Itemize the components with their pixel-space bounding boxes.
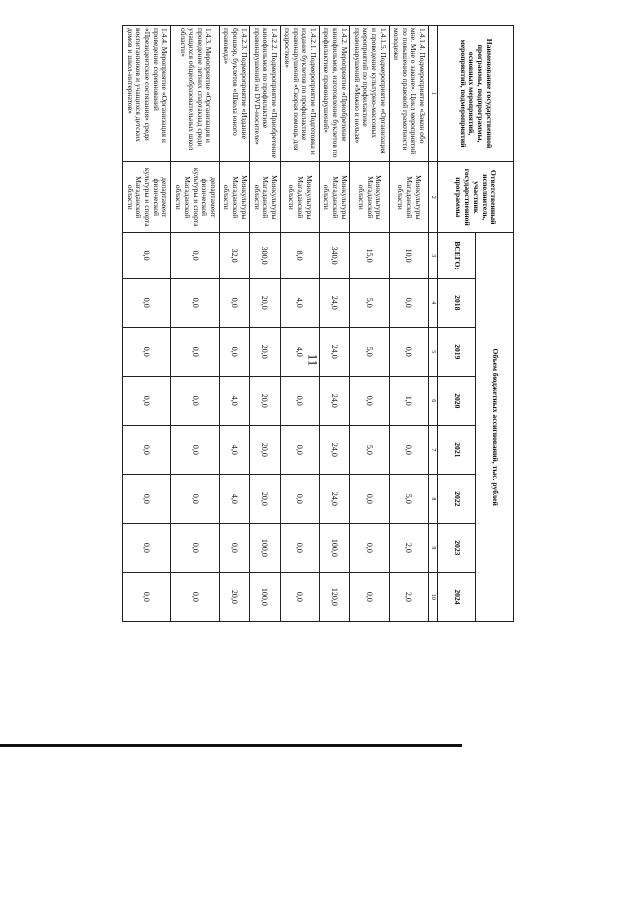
budget-table [122, 25, 514, 622]
row-value: 0,0 [350, 523, 389, 572]
row-name: 1.4.3. Мероприятие «Организация и проведение летних спартакиад среди учащихся общеобразовательных школ области» [171, 26, 219, 162]
table-row [319, 26, 349, 622]
row-value: 24,0 [319, 278, 349, 327]
row-value: 2,0 [389, 572, 428, 621]
row-value: 0,0 [171, 425, 219, 474]
row-total: 300,0 [250, 233, 280, 278]
row-value: 0,0 [171, 278, 219, 327]
header-year: 2023 [438, 523, 476, 572]
row-value: 20,0 [250, 376, 280, 425]
row-value: 1,0 [389, 376, 428, 425]
row-value: 24,0 [319, 327, 349, 376]
row-value: 20,0 [250, 474, 280, 523]
row-value: 0,0 [389, 327, 428, 376]
row-value: 0,0 [123, 572, 172, 621]
row-value: 4,0 [219, 376, 249, 425]
column-index: 7 [429, 425, 438, 474]
table-row [219, 26, 249, 622]
row-responsible: Минкультуры Магаданской области [280, 162, 319, 233]
row-value: 0,0 [219, 278, 249, 327]
row-value: 0,0 [350, 572, 389, 621]
row-value: 0,0 [171, 376, 219, 425]
header-total: ВСЕГО: [438, 233, 476, 278]
table-row [389, 26, 428, 622]
header-year: 2021 [438, 425, 476, 474]
row-value: 0,0 [280, 376, 319, 425]
row-value: 0,0 [171, 523, 219, 572]
row-value: 20,0 [250, 425, 280, 474]
column-index: 6 [429, 376, 438, 425]
row-total: 0,0 [171, 233, 219, 278]
column-index: 10 [429, 572, 438, 621]
header-responsible: Ответственный исполнитель, участник государственной программы [438, 162, 514, 233]
row-value: 20,0 [219, 572, 249, 621]
row-value: 24,0 [319, 425, 349, 474]
row-value: 5,0 [350, 327, 389, 376]
budget-table-rotated [122, 25, 514, 622]
row-responsible: Минкультуры Магаданской области [250, 162, 280, 233]
row-total: 8,0 [280, 233, 319, 278]
header-budget-group: Объем бюджетных ассигнований, тыс. рублей [476, 233, 514, 622]
column-index-row [429, 26, 438, 622]
header-name: Наименование государственной программы, подпрограммы, основных мероприятий, мероприятий, подмероприятий [438, 26, 514, 162]
row-responsible: департамент физической культуры и спорта Магаданской области [123, 162, 172, 233]
header-year: 2019 [438, 327, 476, 376]
table-row [123, 26, 172, 622]
header-year: 2020 [438, 376, 476, 425]
column-index: 2 [429, 162, 438, 233]
row-value: 0,0 [123, 425, 172, 474]
header-year: 2024 [438, 572, 476, 621]
row-responsible: Минкультуры Магаданской области [219, 162, 249, 233]
row-total: 340,0 [319, 233, 349, 278]
column-index: 5 [429, 327, 438, 376]
row-value: 100,0 [250, 523, 280, 572]
table-row [250, 26, 280, 622]
row-responsible: департамент физической культуры и спорта Магаданской области [171, 162, 219, 233]
scan-divider-line [0, 744, 462, 747]
row-name: 1.4.1.4. Подмероприятие «Закон обо мне. Мне о законе». Цикл мероприятий по повышению правовой грамотности молодежи [389, 26, 428, 162]
row-value: 0,0 [171, 572, 219, 621]
table-row [350, 26, 389, 622]
row-total: 32,0 [219, 233, 249, 278]
column-index: 4 [429, 278, 438, 327]
row-value: 0,0 [280, 474, 319, 523]
row-total: 0,0 [123, 233, 172, 278]
row-name: 1.4.2. Мероприятие «Приобретение кинофильмов, изготовление буклетов по профилактике правонарушений» [319, 26, 349, 162]
table-row [280, 26, 319, 622]
row-name: 1.4.2.1. Подмероприятие «Подготовка и издание буклетов по профилактике правонарушений «Скорая помощь для подростков» [280, 26, 319, 162]
row-total: 10,0 [389, 233, 428, 278]
row-value: 20,0 [250, 327, 280, 376]
column-index: 1 [429, 26, 438, 162]
row-value: 4,0 [219, 425, 249, 474]
header-year: 2018 [438, 278, 476, 327]
row-value: 0,0 [123, 278, 172, 327]
page-number: 11 [305, 353, 321, 367]
row-value: 4,0 [219, 474, 249, 523]
row-name: 1.4.1.5. Подмероприятие «Организация и проведение культурно-массовых мероприятий по профилактике правонарушений «Можно и нельзя» [350, 26, 389, 162]
row-responsible: Минкультуры Магаданской области [350, 162, 389, 233]
row-value: 0,0 [123, 376, 172, 425]
row-value: 0,0 [389, 425, 428, 474]
row-value: 24,0 [319, 376, 349, 425]
row-value: 0,0 [280, 425, 319, 474]
row-value: 120,0 [319, 572, 349, 621]
row-value: 0,0 [280, 523, 319, 572]
row-value: 0,0 [350, 376, 389, 425]
row-value: 0,0 [123, 327, 172, 376]
row-value: 2,0 [389, 523, 428, 572]
column-index: 3 [429, 233, 438, 278]
row-value: 4,0 [280, 278, 319, 327]
row-value: 0,0 [171, 327, 219, 376]
row-value: 100,0 [250, 572, 280, 621]
row-name: 1.4.2.3. Подмероприятие «Издание брошюр, буклетов «Школа юного правоведа» [219, 26, 249, 162]
row-value: 0,0 [123, 474, 172, 523]
row-value: 0,0 [123, 523, 172, 572]
row-value: 100,0 [319, 523, 349, 572]
table-row [171, 26, 219, 622]
row-value: 20,0 [250, 278, 280, 327]
row-value: 4,0 [280, 327, 319, 376]
row-value: 24,0 [319, 474, 349, 523]
row-total: 15,0 [350, 233, 389, 278]
row-value: 0,0 [350, 474, 389, 523]
row-responsible: Минкультуры Магаданской области [319, 162, 349, 233]
row-value: 0,0 [219, 327, 249, 376]
row-name: 1.4.4. Мероприятие «Организация и проведение соревнований «Президентские состязания» среди воспитанников и учащихся детских домов и школ-интернатов» [123, 26, 172, 162]
column-index: 9 [429, 523, 438, 572]
row-value: 5,0 [350, 278, 389, 327]
row-value: 0,0 [171, 474, 219, 523]
row-value: 5,0 [389, 474, 428, 523]
row-responsible: Минкультуры Магаданской области [389, 162, 428, 233]
column-index: 8 [429, 474, 438, 523]
row-name: 1.4.2.2. Подмероприятие «Приобретение кинофильмов по профилактике правонарушений на DVD-носителе» [250, 26, 280, 162]
row-value: 0,0 [389, 278, 428, 327]
row-value: 0,0 [280, 572, 319, 621]
row-value: 0,0 [219, 523, 249, 572]
row-value: 5,0 [350, 425, 389, 474]
header-year: 2022 [438, 474, 476, 523]
